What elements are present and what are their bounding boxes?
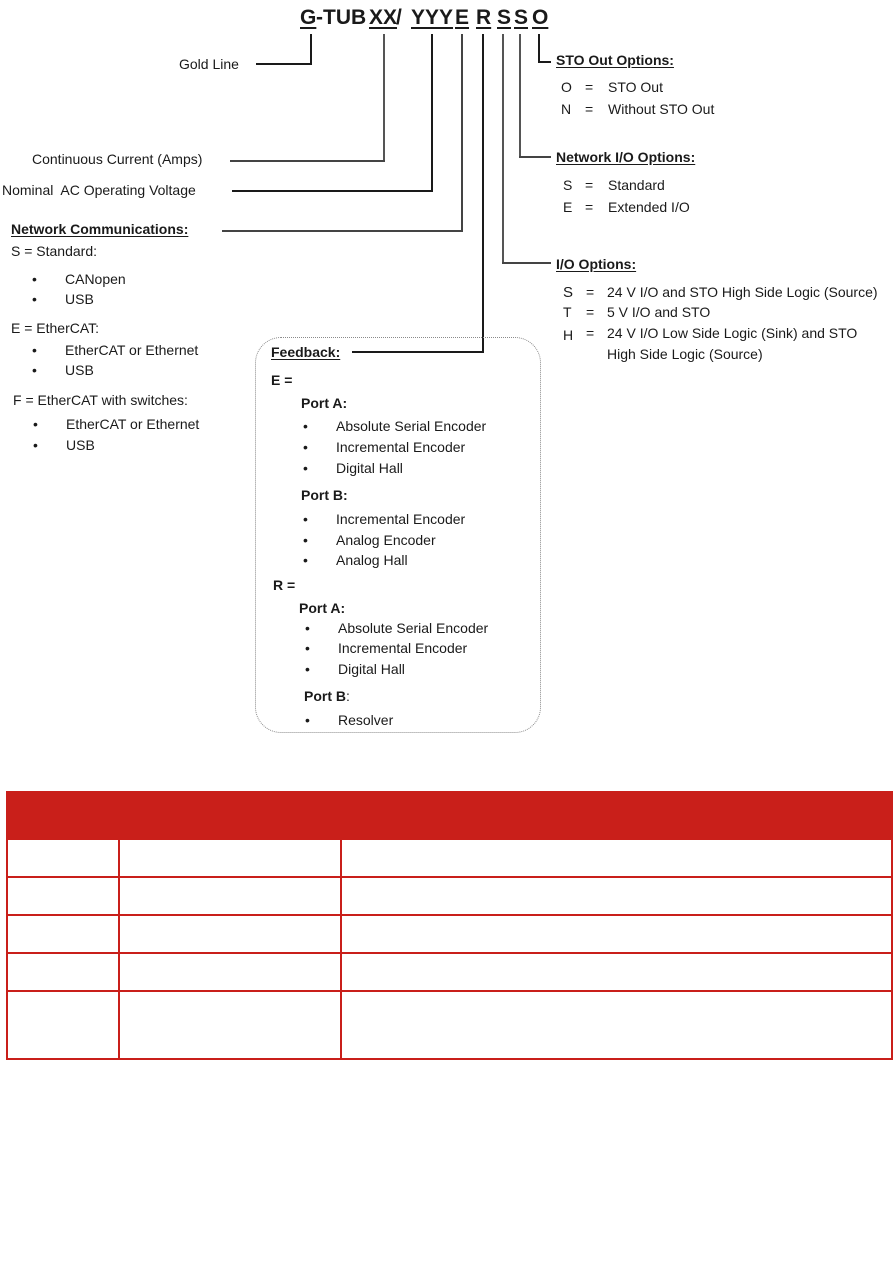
feedback-item: • Resolver: [338, 712, 393, 728]
table-cell: [119, 915, 341, 953]
option-eq: =: [586, 304, 595, 320]
feedback-r-port-a-label: Port A:: [299, 600, 346, 616]
pn-slash: /: [396, 6, 402, 29]
connector-network-comm-h: [222, 230, 463, 232]
option-eq: =: [585, 79, 594, 95]
pn-gold-line: G: [300, 6, 317, 29]
feedback-item: • Absolute Serial Encoder: [336, 418, 486, 434]
pn-sto-out: O: [532, 6, 549, 29]
pn-io-options: S: [497, 6, 512, 29]
netcomm-item: • EtherCAT or Ethernet: [65, 342, 198, 358]
table-row: [7, 953, 892, 991]
pn-series: -TUB: [316, 6, 367, 29]
part-number: [300, 6, 560, 34]
table-row: [7, 991, 892, 1059]
feedback-item: • Digital Hall: [338, 661, 405, 677]
option-desc: 24 V I/O and STO High Side Logic (Source): [607, 284, 878, 300]
connector-network-comm-v: [461, 34, 463, 232]
netcomm-item: • USB: [66, 437, 95, 453]
pn-feedback: R: [476, 6, 492, 29]
option-eq: =: [585, 101, 594, 117]
connector-gold-line-v: [310, 34, 312, 65]
feedback-heading: Feedback:: [271, 344, 341, 360]
port-b-colon: :: [346, 688, 350, 704]
sto-out-options-heading: STO Out Options:: [556, 52, 674, 68]
table-cell: [341, 877, 892, 915]
table-header: [7, 792, 892, 839]
table-row: [7, 877, 892, 915]
option-desc-continued: High Side Logic (Source): [607, 346, 763, 362]
feedback-item: • Digital Hall: [336, 460, 403, 476]
option-desc: 24 V I/O Low Side Logic (Sink) and STO: [607, 325, 858, 341]
option-desc: STO Out: [608, 79, 663, 95]
table-cell: [7, 991, 119, 1059]
table-cell: [119, 839, 341, 877]
table-cell: [119, 953, 341, 991]
feedback-item: • Incremental Encoder: [336, 439, 465, 455]
connector-io-h: [502, 262, 551, 264]
option-code: S: [563, 284, 574, 301]
pn-network-comm: E: [455, 6, 470, 29]
label-gold-line: Gold Line: [179, 56, 239, 72]
connector-voltage-h: [232, 190, 433, 192]
connector-sto-v: [538, 34, 540, 63]
table-cell: [341, 839, 892, 877]
table-cell: [7, 839, 119, 877]
table-cell: [7, 915, 119, 953]
connector-gold-line-h: [256, 63, 312, 65]
table-row: [7, 915, 892, 953]
netcomm-group-title: E = EtherCAT:: [11, 320, 100, 336]
table-cell: [341, 915, 892, 953]
network-communications-heading: Network Communications:: [11, 221, 189, 237]
feedback-e-port-b-label: Port B:: [301, 487, 348, 503]
netcomm-item: • USB: [65, 362, 94, 378]
option-code: S: [563, 177, 573, 193]
feedback-r-port-b-label: [304, 688, 350, 704]
option-code: O: [561, 79, 572, 95]
table-cell: [341, 991, 892, 1059]
option-code: H: [563, 327, 574, 343]
netcomm-item: • USB: [65, 291, 94, 307]
pn-voltage: YYY: [411, 6, 454, 29]
label-nominal-voltage: Nominal AC Operating Voltage: [2, 182, 196, 198]
option-code: N: [561, 101, 572, 117]
feedback-item: • Analog Hall: [336, 552, 408, 568]
feedback-r-label: R =: [273, 577, 296, 593]
option-desc: Standard: [608, 177, 665, 193]
table-cell: [119, 991, 341, 1059]
table-header-row: [7, 792, 892, 839]
option-eq: =: [585, 199, 594, 215]
connector-io-v: [502, 34, 504, 264]
option-desc: Without STO Out: [608, 101, 715, 117]
feedback-item: • Incremental Encoder: [338, 640, 467, 656]
feedback-item: • Analog Encoder: [336, 532, 436, 548]
network-io-options-heading: Network I/O Options:: [556, 149, 696, 165]
pn-network-io: S: [514, 6, 529, 29]
spec-table: [6, 791, 893, 1060]
feedback-e-label: E =: [271, 372, 293, 388]
table-cell: [7, 953, 119, 991]
netcomm-item: • CANopen: [65, 271, 126, 287]
connector-current-h: [230, 160, 385, 162]
port-b-text: Port B: [304, 688, 346, 704]
io-options-heading: I/O Options:: [556, 256, 637, 272]
netcomm-group-title: F = EtherCAT with switches:: [13, 392, 188, 408]
connector-feedback-v: [482, 34, 484, 353]
feedback-e-port-a-label: Port A:: [301, 395, 348, 411]
label-continuous-current: Continuous Current (Amps): [32, 151, 203, 167]
connector-current-v: [383, 34, 385, 162]
feedback-item: • Incremental Encoder: [336, 511, 465, 527]
feedback-item: • Absolute Serial Encoder: [338, 620, 488, 636]
option-desc: Extended I/O: [608, 199, 690, 215]
option-eq: =: [586, 325, 595, 341]
table-cell: [341, 953, 892, 991]
option-eq: =: [586, 284, 595, 300]
pn-current: XX: [369, 6, 398, 29]
connector-voltage-v: [431, 34, 433, 192]
netcomm-item: • EtherCAT or Ethernet: [66, 416, 199, 432]
netcomm-group-title: S = Standard:: [11, 243, 98, 259]
option-eq: =: [585, 177, 594, 193]
connector-network-io-h: [519, 156, 551, 158]
table-row: [7, 839, 892, 877]
table-cell: [7, 877, 119, 915]
table-cell: [119, 877, 341, 915]
connector-sto-h: [538, 61, 551, 63]
option-code: E: [563, 199, 573, 215]
option-desc: 5 V I/O and STO: [607, 304, 711, 320]
connector-network-io-v: [519, 34, 521, 158]
option-code: T: [563, 304, 572, 320]
